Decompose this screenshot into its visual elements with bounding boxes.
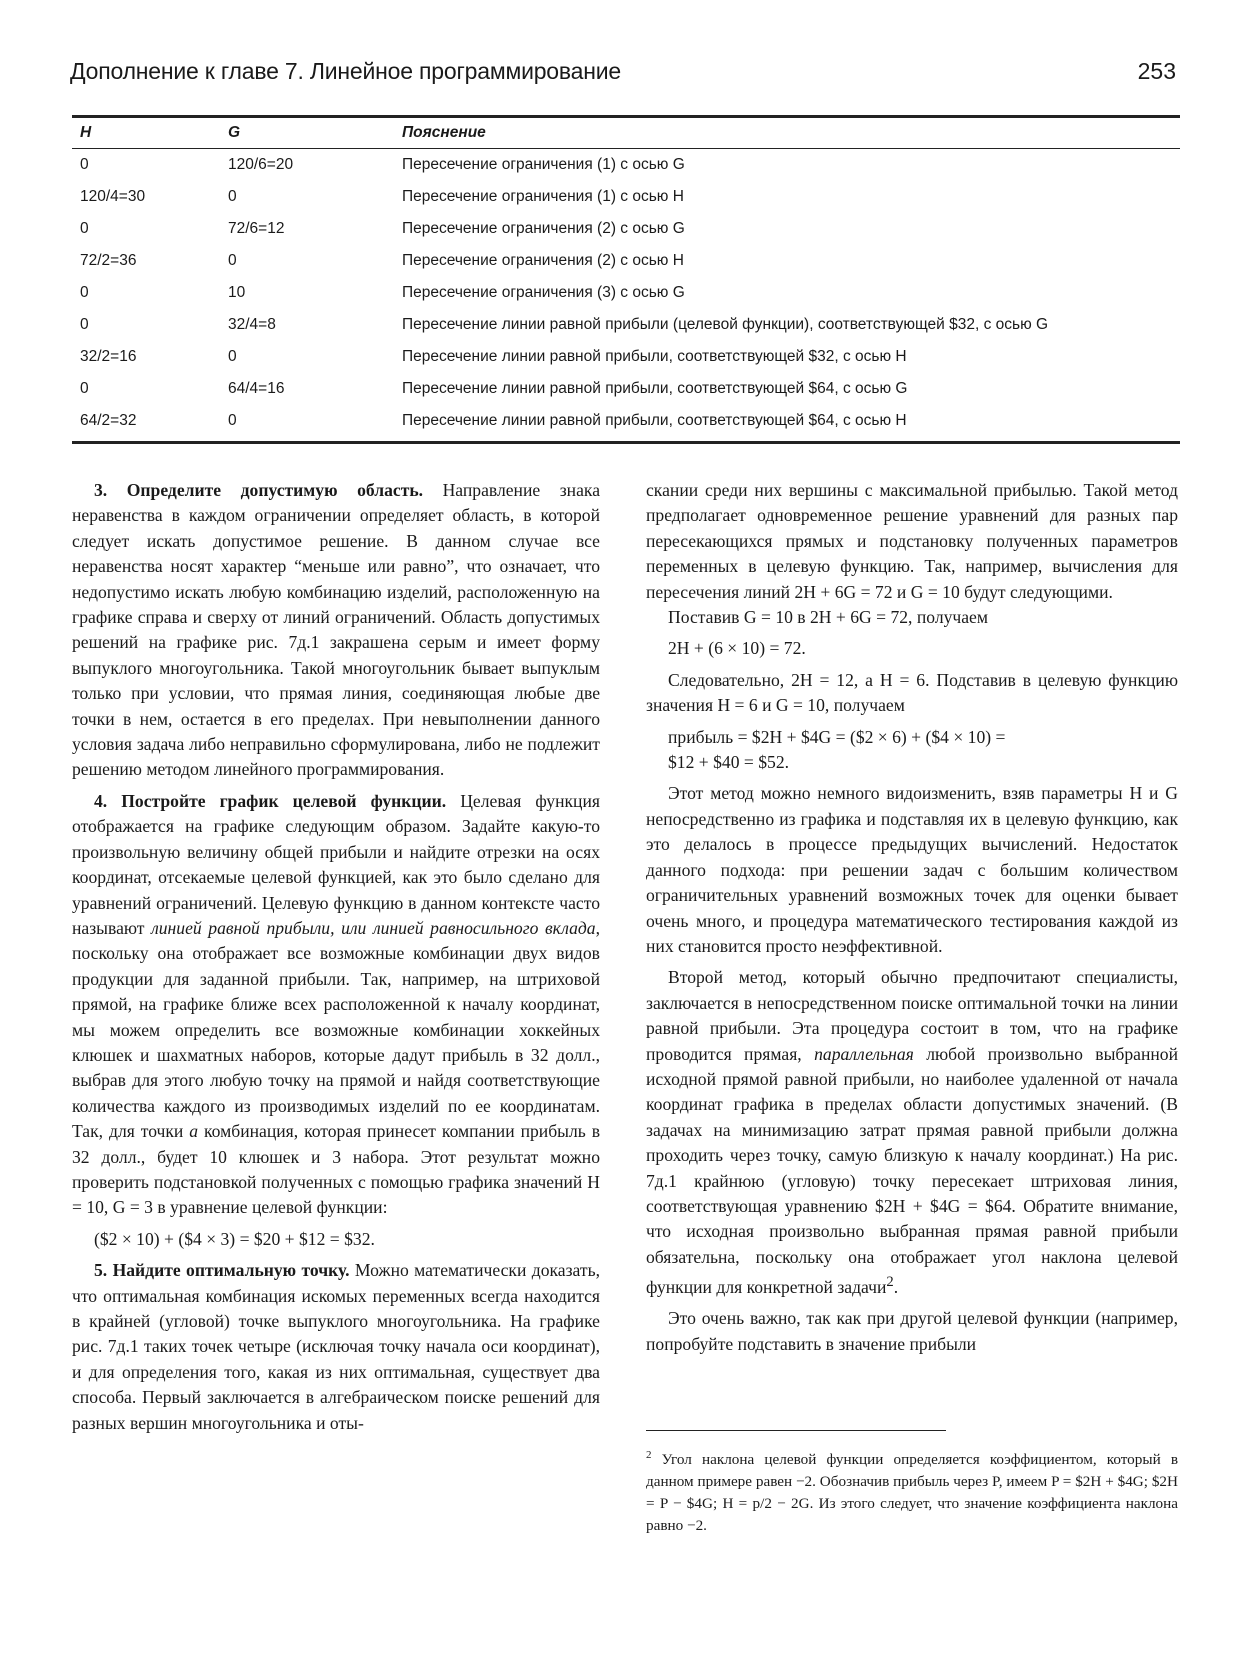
right-paragraph-4: Этот метод можно немного видоизменить, взяв параметры H и G непосредственно из графика и подставляя их в целевую функцию, как это делалось в процессе предыдущих вычислений. Недостаток данного подхода: при решении задач с большим количеством ограничительных уравнений возможных точек для оценки бывает очень много, и процедура математического тестирования каждой из них становится просто неэффективной.: [646, 783, 1178, 956]
cell-g: 72/6=12: [228, 220, 285, 237]
cell-g: 0: [228, 412, 237, 429]
right-paragraph-1: скании среди них вершины с максимальной прибылью. Такой метод предполагает одновременное решение уравнений для разных пар пересекающихся прямых и подстановку полученных параметров переменных в целевую функцию. Так, например, вычисления для пересечения линий 2H + 6G = 72 и G = 10 будут следующими.: [646, 480, 1178, 602]
step-4-paragraph: [72, 789, 600, 1221]
right-paragraph-5-end: .: [893, 1277, 899, 1298]
cell-h: 0: [80, 220, 89, 237]
cell-explanation: Пересечение линии равной прибыли, соответствующей $64, с осью H: [402, 412, 907, 429]
cell-h: 0: [80, 156, 89, 173]
cell-h: 72/2=36: [80, 252, 137, 269]
running-header: [70, 54, 1176, 94]
right-paragraph-5: [646, 965, 1178, 1300]
cell-g: 64/4=16: [228, 380, 285, 397]
right-paragraph-5-a: Второй метод, который обычно предпочитают специалисты, заключается в непосредственном поиске оптимальной точки на линии равной прибыли. Эта процедура состоит в том, что на графике проводится прямая,: [646, 967, 1178, 1064]
intercepts-table: [72, 115, 1180, 444]
cell-explanation: Пересечение ограничения (3) с осью G: [402, 284, 685, 301]
right-paragraph-3: Следовательно, 2H = 12, а H = 6. Подставив в целевую функцию значения H = 6 и G = 10, получаем: [646, 669, 1178, 716]
table-row: [72, 277, 1180, 309]
table-bottom-rule: [72, 441, 1180, 444]
table-row: [72, 245, 1180, 277]
header-title: Дополнение к главе 7. Линейное программирование: [70, 58, 621, 84]
table-header-h: H: [80, 124, 92, 141]
step-4-formula: ($2 × 10) + ($4 × 3) = $20 + $12 = $32.: [94, 1228, 375, 1249]
cell-explanation: Пересечение линии равной прибыли, соответствующей $32, с осью H: [402, 348, 907, 365]
footnote-rule: [646, 1430, 946, 1431]
table-header-explanation: Пояснение: [402, 124, 486, 141]
table-row: [72, 405, 1180, 437]
right-paragraph-5-italic: параллельная: [814, 1043, 914, 1064]
step-4-title: 4. Постройте график целевой функции.: [94, 790, 447, 811]
step-4-point-label: a: [189, 1121, 199, 1142]
cell-explanation: Пересечение ограничения (1) с осью H: [402, 188, 684, 205]
cell-h: 0: [80, 380, 89, 397]
step-4-text-c: комбинация, которая принесет компании прибыль в 32 долл., будет 10 клюшек и 3 набора. Этот результат можно проверить подстановкой полученных с помощью графика значений H = 10, G = 3 в уравнение целевой функции:: [72, 1121, 600, 1218]
step-5-title: 5. Найдите оптимальную точку.: [94, 1260, 350, 1281]
cell-explanation: Пересечение ограничения (1) с осью G: [402, 156, 685, 173]
cell-g: 32/4=8: [228, 316, 276, 333]
cell-g: 0: [228, 348, 237, 365]
cell-explanation: Пересечение линии равной прибыли (целевой функции), соответствующей $32, с осью G: [402, 316, 1049, 333]
cell-g: 0: [228, 188, 237, 205]
cell-h: 0: [80, 316, 89, 333]
right-paragraph-2: Поставив G = 10 в 2H + 6G = 72, получаем: [668, 607, 989, 628]
footnote: [646, 1444, 1178, 1537]
cell-g: 0: [228, 252, 237, 269]
step-3-paragraph: [72, 478, 600, 783]
left-column: [72, 478, 600, 1436]
step-4-text-a: Целевая функция отображается на графике следующим образом. Задайте какую-то произвольную величину общей прибыли и найдите отрезки на осях координат, отсекаемые целевой функцией, как это было сделано для уравнений ограничений. Целевую функцию в данном контексте часто называют: [72, 790, 600, 938]
step-4-text-b: , поскольку она отображает все возможные комбинации двух видов продукции для заданной прибыли. Так, например, на штриховой прямой, на графике ближе всех расположенной к началу координат, мы можем определить все возможные комбинации хоккейных клюшек и шахматных наборов, которые дадут прибыль в 32 долл., выбрав для этого любую точку на прямой и найдя соответствующие количества каждого из производимых изделий по ее координатам. Так, для точки: [72, 917, 600, 1142]
right-column: [646, 478, 1178, 1357]
table-row: [72, 149, 1180, 181]
cell-explanation: Пересечение ограничения (2) с осью G: [402, 220, 685, 237]
cell-h: 0: [80, 284, 89, 301]
table-body: [72, 149, 1180, 437]
right-paragraph-5-b: любой произвольно выбранной исходной прямой равной прибыли, но наиболее удаленной от начала координат графика в пределах области допустимых значений. (В задачах на минимизацию затрат прямая равной прибыли должна проходить через точку, самую близкую к началу координат.) На рис. 7д.1 крайнюю (угловую) точку пересекает штриховая линия, соответствующая уравнению $2H + $4G = $64. Обратите внимание, что исходная произвольно выбранная прямая равной прибыли обязательна, поскольку она отображает угол наклона целевой функции для конкретной задачи: [646, 1043, 1178, 1298]
footnote-reference: 2: [886, 1274, 894, 1291]
cell-h: 120/4=30: [80, 188, 146, 205]
table-header-g: G: [228, 124, 241, 141]
step-5-text: Можно математически доказать, что оптимальная комбинация искомых переменных всегда находится в крайней (угловой) точке выпуклого многоугольника. На графике рис. 7д.1 таких точек четыре (исключая точку начала оси координат), и для определения того, какая из них оптимальная, существует два способа. Первый заключается в алгебраическом поиске решений для разных вершин многоугольника и оты-: [72, 1260, 600, 1433]
cell-explanation: Пересечение линии равной прибыли, соответствующей $64, с осью G: [402, 380, 908, 397]
footnote-text: Угол наклона целевой функции определяется коэффициентом, который в данном примере равен −2. Обозначив прибыль через P, имеем P = $2H + $4G; $2H = P − $4G; H = p/2 − 2G. Из этого следует, что значение коэффициента наклона равно −2.: [646, 1451, 1178, 1535]
step-5-paragraph: [72, 1258, 600, 1436]
footnote-mark: 2: [646, 1449, 652, 1461]
table-row: [72, 373, 1180, 405]
cell-g: 120/6=20: [228, 156, 294, 173]
right-paragraph-6: Это очень важно, так как при другой целевой функции (например, попробуйте подставить в значение прибыли: [646, 1308, 1178, 1354]
table-row: [72, 341, 1180, 373]
cell-h: 64/2=32: [80, 412, 137, 429]
step-3-text: Направление знака неравенства в каждом ограничении определяет область, в которой следует искать допустимое решение. В данном случае все неравенства носят характер “меньше или равно”, что означает, что недопустимо искать любую комбинацию изделий, расположенную на графике справа и сверху от линий ограничений. Область допустимых решений на графике рис. 7д.1 закрашена серым и имеет форму выпуклого многоугольника. Такой многоугольник бывает выпуклым только при условии, что прямая линия, соединяющая любые две точки в нем, остается в его пределах. При невыполнении данного условия задача либо неправильно сформулирована, либо не подлежит решению методом линейного программирования.: [72, 480, 600, 780]
formula-1: 2H + (6 × 10) = 72.: [668, 638, 806, 659]
formula-2-line-1: прибыль = $2H + $4G = ($2 × 6) + ($4 × 10) =: [668, 726, 1006, 747]
cell-explanation: Пересечение ограничения (2) с осью H: [402, 252, 684, 269]
cell-h: 32/2=16: [80, 348, 137, 365]
table-row: [72, 309, 1180, 341]
step-3-title: 3. Определите допустимую область.: [94, 480, 424, 500]
step-4-italic-term: линией равной прибыли, или линией равносильного вклада: [151, 917, 596, 938]
cell-g: 10: [228, 284, 246, 301]
page-number: 253: [1137, 58, 1176, 84]
table-row: [72, 213, 1180, 245]
formula-2-line-2: $12 + $40 = $52.: [668, 752, 790, 773]
table-row: [72, 181, 1180, 213]
table-header-row: [72, 118, 1180, 148]
